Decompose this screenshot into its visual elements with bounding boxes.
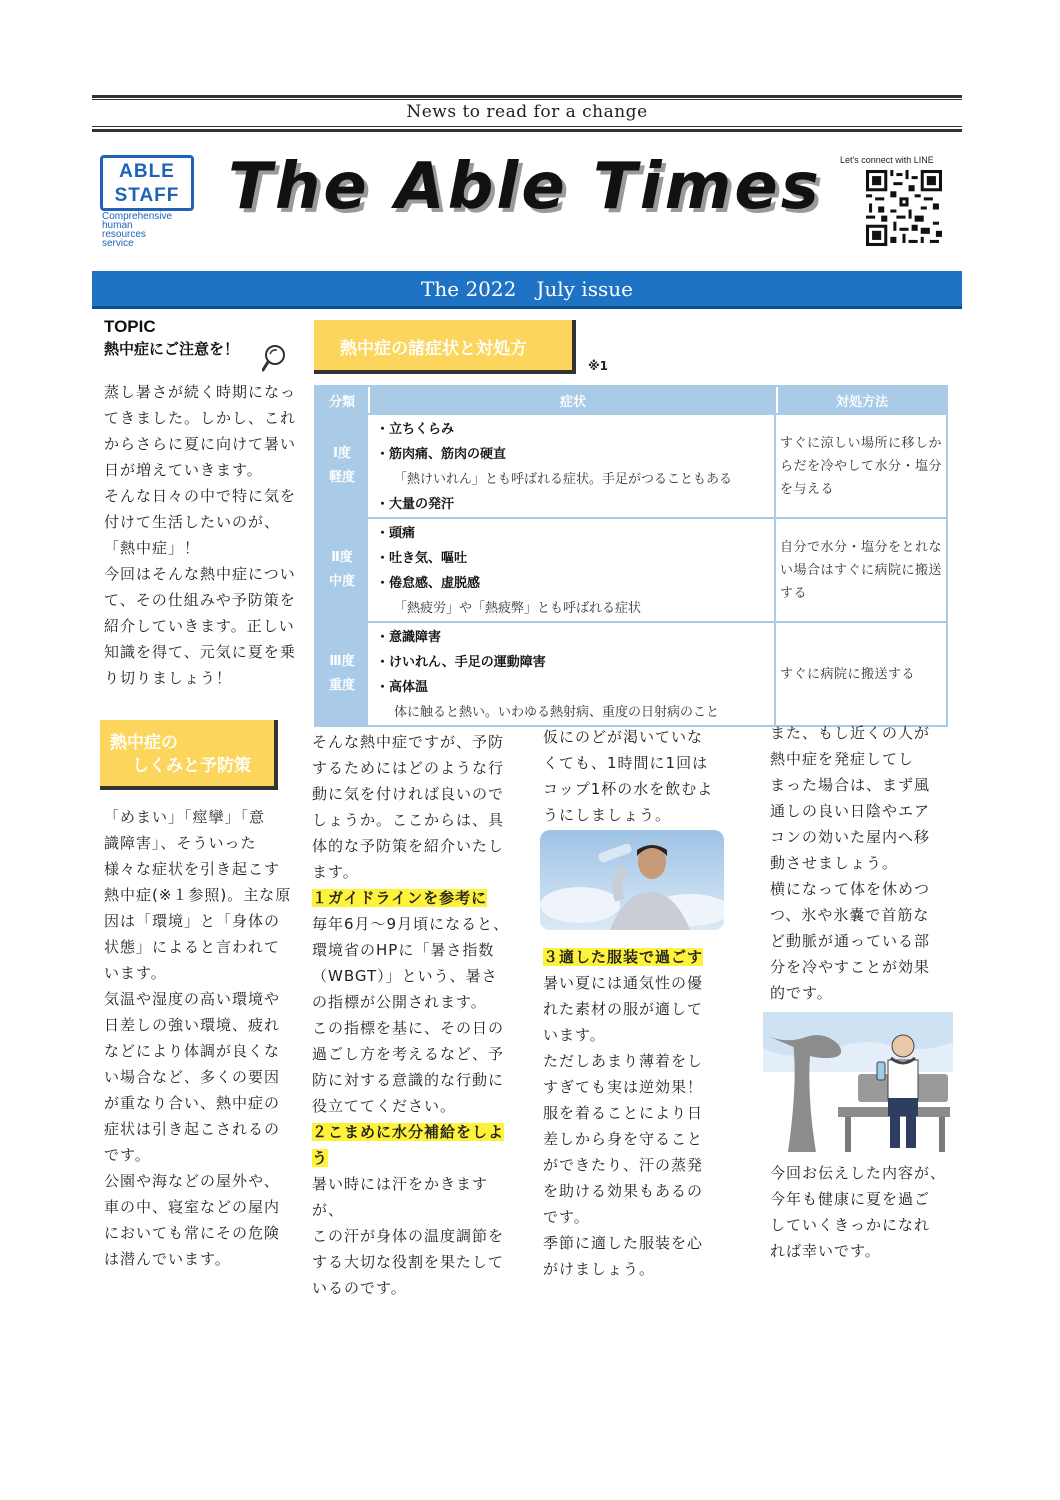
text-line: 日が増えていきます。 [104,461,263,479]
severity-label: 中度 [328,574,355,589]
symptom-item: ・立ちくらみ [376,422,455,437]
text-line: 車の中、寝室などの屋内 [104,1198,281,1216]
text-line: ができたり、汗の蒸発 [543,1156,704,1174]
text-line: 服を着ることにより日 [543,1104,704,1122]
text-line: 状態」によると言われて [104,938,281,956]
text-line: れた素材の服が適して [543,1000,704,1018]
severity-label: Ⅰ度 [333,446,351,461]
text-line: 暑い時には汗をかきますが、 [312,1175,489,1219]
logo-sub-line: resources [102,229,146,240]
text-line: 通しの良い日陰やエア [770,802,931,820]
section-heading-line: しくみと予防策 [132,756,251,776]
text-line: していくきっかになれ [770,1216,931,1234]
text-line: の指標が公開されます。 [312,993,487,1011]
text-line: ど動脈が通っている部 [770,932,931,950]
text-line: この指標を基に、その日の [312,1019,505,1037]
symptoms-cell [370,623,776,725]
text-line: 動に気を付ければ良いので [312,785,505,803]
first-aid-column [770,720,950,1006]
text-line: 動させましょう。 [770,854,899,872]
text-line: 識障害」、そういった [104,834,257,852]
text-line: がけましょう。 [543,1260,656,1278]
text-line: 毎年6月～9月頃になると、 [312,915,510,933]
mid-rule-thick [92,129,962,132]
able-staff-logo [100,155,194,211]
severity-label: 軽度 [328,470,355,485]
text-line: 気温や湿度の高い環境や [104,990,281,1008]
topic-heading [104,316,239,360]
text-line: 日差しの強い環境、疲れ [104,1016,281,1034]
text-line: 体的な予防策を紹介いたし [312,837,505,855]
logo-sub-line: Comprehensive [102,211,173,222]
issue-banner: The 2022 July issue [92,271,962,309]
action-cell: すぐに涼しい場所に移しからだを冷やして水分・塩分を与える [780,435,943,497]
logo-subtitle [102,212,202,248]
text-line: 様々な症状を引き起こす [104,860,281,878]
text-line: 今回はそんな熱中症につい [104,565,296,583]
header-action: 対処方法 [835,394,888,410]
text-line: 因は「環境」と「身体の [104,912,281,930]
symptom-item: ・高体温 [376,680,429,695]
text-line: 今年も健康に夏を過ご [770,1190,931,1208]
text-line: います。 [543,1026,606,1044]
highlighted-subheading: う [312,1149,329,1167]
magnifier-icon [262,343,290,373]
symptom-item: ・大量の発汗 [376,497,455,512]
text-line: 仮にのどが渇いていな [543,728,704,746]
text-line: すぎても実は逆効果！ [543,1078,704,1096]
text-line: れば幸いです。 [770,1242,881,1260]
topic-headline: 熱中症にご注意を！ [104,340,240,358]
logo-top-text: ABLE [119,161,175,182]
header-symptoms: 症状 [370,387,778,413]
severity-label: Ⅱ度 [331,550,353,565]
top-rule-thin [92,99,962,100]
text-line: です。 [104,1146,151,1164]
symptom-note: 体に触ると熱い。いわゆる熱射病、重度の日射病のこと [394,705,720,720]
closing-message [770,1160,950,1264]
severity-cell [316,519,370,621]
symptoms-cell [370,519,776,621]
text-line: 熱中症を発症してし [770,750,915,768]
symptom-item: ・意識障害 [376,630,442,645]
text-line: り切りましょう！ [104,669,233,687]
text-line: そんな日々の中で特に気を [104,487,297,505]
text-line: を助ける効果もあるの [543,1182,704,1200]
highlighted-subheading: １ガイドラインを参考に [312,889,488,907]
qr-code-icon[interactable] [866,170,942,246]
text-line: 差しから身を守ること [543,1130,704,1148]
severity-label: 重度 [328,678,355,693]
text-line: くても、1時間に1回は [543,754,709,772]
symptom-item: ・倦怠感、虚脱感 [376,576,481,591]
mid-rule-thin [92,126,962,127]
text-line: ます。 [312,863,359,881]
mechanism-body [104,804,304,1272]
text-line: 公園や海などの屋外や、 [104,1172,280,1190]
text-line: 紹介していきます。正しい [104,617,295,635]
table-heading [314,320,576,374]
prevention-column [312,729,512,1301]
text-line: 症状は引き起こされるの [104,1120,281,1138]
text-line: 「めまい」「痙攣」「意 [104,808,266,826]
text-line: するためにはどのような行 [312,759,505,777]
symptom-note: 「熱疲労」や「熱疲弊」とも呼ばれる症状 [394,601,642,616]
text-line: います。 [104,964,167,982]
logo-bottom-text: STAFF [114,185,180,206]
text-line: そんな熱中症ですが、予防 [312,733,505,751]
logo-sub-line: service [102,238,134,249]
text-line: 「熱中症」！ [104,539,201,557]
top-rule-thick [92,95,962,98]
text-line: うにしましょう。 [543,806,672,824]
symptom-item: ・吐き気、嘔吐 [376,551,468,566]
tagline: News to read for a change [406,102,648,122]
severity-cell [316,623,370,725]
text-line: 蒸し暑さが続く時期になっ [104,383,297,401]
action-cell: すぐに病院に搬送する [780,666,916,682]
man-resting-on-bench-illustration [763,1012,953,1152]
text-line: 熱中症(※１参照)。主な原 [104,886,292,904]
symptom-item: ・筋肉痛、筋肉の硬直 [376,447,507,462]
text-line: 的です。 [770,984,833,1002]
text-line: いるのです。 [312,1279,407,1297]
topic-body [104,379,304,691]
symptom-table [314,385,948,727]
logo-sub-line: human [102,220,133,231]
text-line: 今回お伝えした内容が、 [770,1164,947,1182]
text-line: 環境省のHPに「暑さ指数 [312,941,495,959]
text-line: からさらに夏に向けて暑い [104,435,297,453]
symptom-item: ・頭痛 [376,526,416,541]
man-drinking-water-photo [540,830,724,930]
text-line: てきました。しかし、これ [104,409,297,427]
severity-label: Ⅲ度 [329,654,355,669]
text-line: 横になって体を休めつ [770,880,931,898]
text-line: コップ1杯の水を飲むよ [543,780,714,798]
text-line: （WBGT）」という、暑さ [312,967,498,985]
symptom-note: 「熱けいれん」とも呼ばれる症状。手足がつることもある [394,472,733,487]
text-line: この汗が身体の温度調節を [312,1227,505,1245]
table-heading-text: 熱中症の諸症状と対処方 [340,339,527,359]
text-line: が重なり合い、熱中症の [104,1094,281,1112]
newsletter-title: The Able Times [228,150,822,224]
section-heading-line: 熱中症の [110,733,178,753]
highlighted-subheading: ３適した服装で過ごす [543,948,704,966]
text-line: まった場合は、まず風 [770,776,931,794]
text-line: 季節に適した服装を心 [543,1234,704,1252]
text-line: 付けて生活したいのが、 [104,513,281,531]
text-line: などにより体調が良くな [104,1042,281,1060]
text-line: ただしあまり薄着をし [543,1052,704,1070]
text-line: においても常にその危険 [104,1224,281,1242]
text-line: 分を冷やすことが効果 [770,958,931,976]
text-line: しょうか。ここからは、具 [312,811,505,829]
text-line: い場合など、多くの要因 [104,1068,281,1086]
table-note-mark: ※1 [588,359,609,373]
text-line: する大切な役割を果たして [312,1253,505,1271]
symptoms-cell [370,415,776,517]
table-row [316,621,946,725]
text-line: です。 [543,1208,590,1226]
text-line: て、その仕組みや予防策を [104,591,296,609]
symptom-item: ・けいれん、手足の運動障害 [376,655,546,670]
text-line: 役立ててください。 [312,1097,457,1115]
severity-cell [316,415,370,517]
text-line: は潜んでいます。 [104,1250,231,1268]
highlighted-subheading: ２こまめに水分補給をしよ [312,1123,505,1141]
line-connect-label: Let's connect with LINE [840,155,934,165]
text-line: 過ごし方を考えるなど、予 [312,1045,505,1063]
text-line: また、もし近くの人が [770,724,931,742]
topic-label: TOPIC [104,317,156,336]
table-header-row [316,387,946,413]
text-line: つ、氷や氷嚢で首筋な [770,906,930,924]
text-line: コンの効いた屋内へ移 [770,828,931,846]
section-heading-mechanism [100,720,278,790]
hydration-column-top [543,724,723,828]
table-row [316,413,946,517]
text-line: 防に対する意識的な行動に [312,1071,505,1089]
text-line: 知識を得て、元気に夏を乗 [104,643,296,661]
text-line: 暑い夏には通気性の優 [543,974,704,992]
table-row [316,517,946,621]
action-cell: 自分で水分・塩分をとれない場合はすぐに病院に搬送する [780,539,943,601]
clothing-section [543,944,723,1282]
header-category: 分類 [316,387,370,413]
